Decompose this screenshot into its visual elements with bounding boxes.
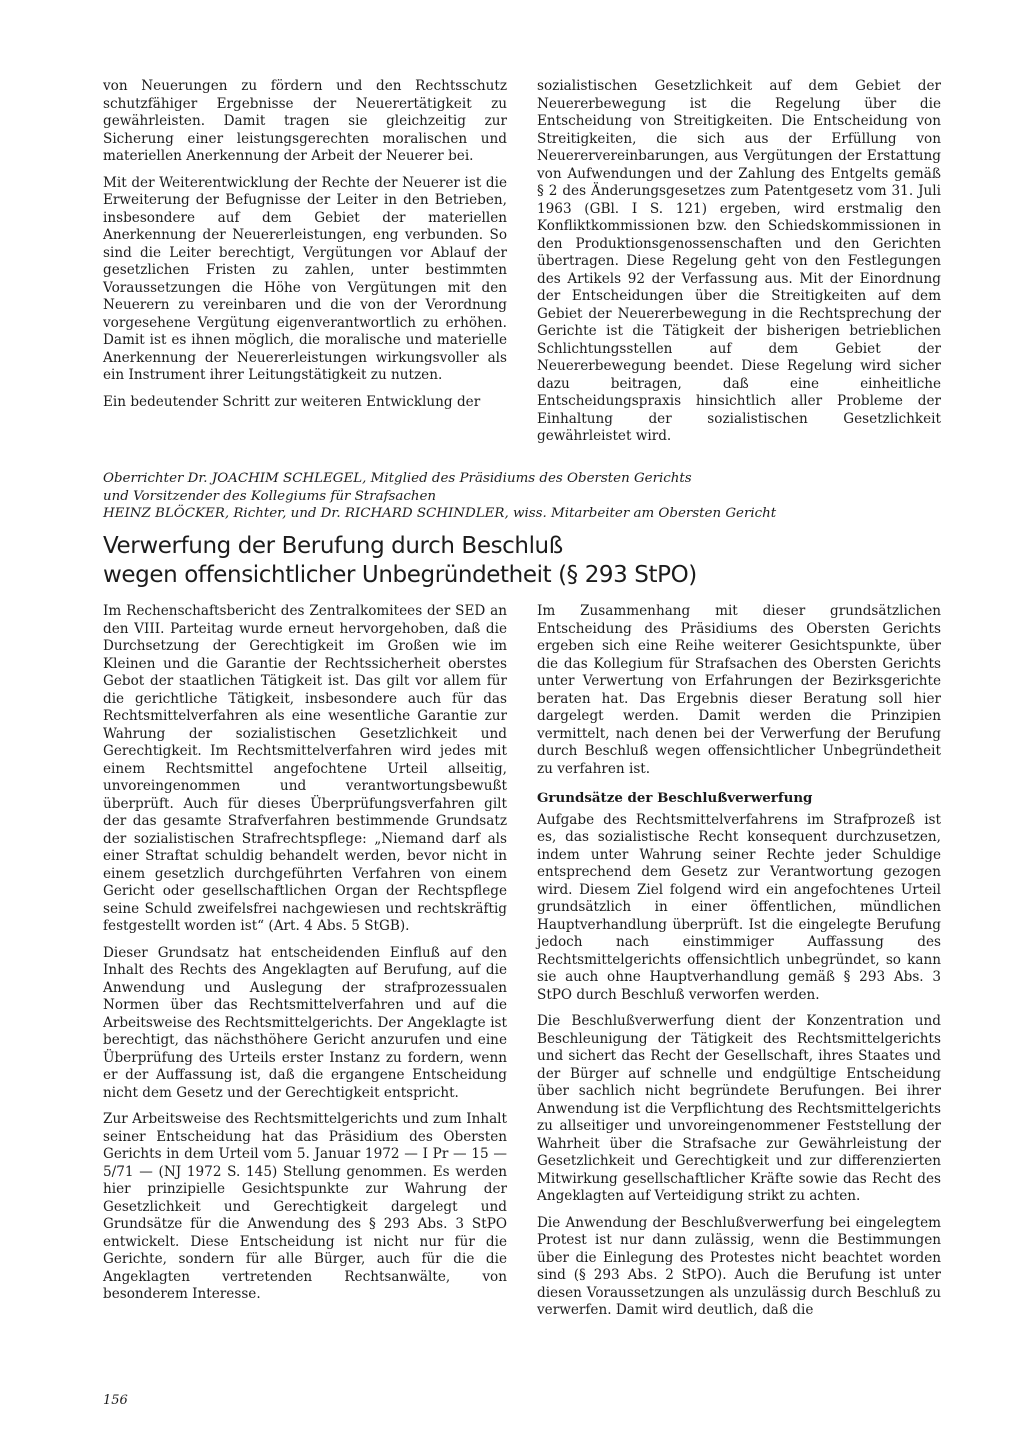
column-bottom-right [537,603,941,1320]
author-line: HEINZ BLÖCKER, Richter, und Dr. RICHARD SCHINDLER, wiss. Mitarbeiter am Obersten Gericht [103,506,777,521]
section-heading: Grundsätze der Beschlußverwerfung [537,790,813,806]
article-title-line: Verwerfung der Berufung durch Beschluß [103,533,563,559]
paragraph: Dieser Grundsatz hat entscheidenden Einfluß auf den Inhalt des Rechts des Angeklagten auf Berufung, auf die Anwendung und Auslegung der strafprozessualen Normen über das Rechtsmittelverfahren und auf die Arbeitsweise des Rechtsmittelgerichts. Der Angeklagte ist berechtigt, das nächsthöhere Gericht anzurufen und eine Überprüfung des Urteils erster Instanz zu fordern, wenn er der Auffassung ist, daß die ergangene Entscheidung nicht dem Gesetz und der Gerechtigkeit entspricht. [103,944,507,1101]
column-top-left [103,78,507,411]
paragraph: sozialistischen Gesetzlichkeit auf dem Gebiet der Neuererbewegung ist die Regelung über die Entscheidung von Streitigkeiten. Die Entscheidung von Streitigkeiten, die sich aus der Erfüllung von Neuerervereinbarungen, aus Vergütungen der Erstattung von Aufwendungen und der Zahlung des Entgelts gemäß § 2 des Änderungsgesetzes zum Patentgesetz vom 31. Juli 1963 (GBl. I S. 121) ergeben, wird erstmalig den Konfliktkommissionen bzw. den Schiedskommissionen in den Produktionsgenossenschaften und den Gerichten übertragen. Diese Regelung geht von den Festlegungen des Artikels 92 der Verfassung aus. Mit der Einordnung der Entscheidungen über die Streitigkeiten auf dem Gebiet der Neuererbewegung in die Rechtsprechung der Gerichte ist die Tätigkeit der bisherigen betrieblichen Schlichtungsstellen auf dem Gebiet der Neuererbewegung beendet. Diese Regelung wird sicher dazu beitragen, daß eine einheitliche Entscheidungspraxis hinsichtlich aller Probleme der Einhaltung der sozialistischen Gesetzlichkeit gewährleistet wird. [537,78,941,444]
column-bottom-left [103,603,507,1304]
author-byline [103,470,943,523]
column-top-right [537,78,941,446]
paragraph: Im Rechenschaftsbericht des Zentralkomitees der SED an den VIII. Parteitag wurde erneut hervorgehoben, daß die Durchsetzung der Gerechtigkeit im Großen wie im Kleinen und die Garantie der Rechtssicherheit oberstes Gebot der staatlichen Tätigkeit ist. Das gilt vor allem für die gerichtliche Tätigkeit, insbesondere auch für das Rechtsmittelverfahren als eine wesentliche Garantie zur Wahrung der sozialistischen Gesetzlichkeit und Gerechtigkeit. Im Rechtsmittelverfahren wird jedes mit einem Rechtsmittel angefochtene Urteil allseitig, unvoreingenommen und verantwortungsbewußt überprüft. Auch für dieses Überprüfungsverfahren gilt der das gesamte Strafverfahren bestimmende Grundsatz der sozialistischen Strafrechtspflege: „Niemand darf als einer Straftat schuldig behandelt werden, bevor nicht in einem gesetzlich durchgeführten Verfahren von einem Gericht oder gesellschaftlichen Organ der Rechtspflege seine Schuld zweifelsfrei nachgewiesen und rechtskräftig festgestellt worden ist“ (Art. 4 Abs. 5 StGB). [103,603,507,934]
paragraph: Im Zusammenhang mit dieser grundsätzlichen Entscheidung des Präsidiums des Obersten Gerichts ergeben sich eine Reihe weiterer Gesichtspunkte, über die das Kollegium für Strafsachen des Obersten Gerichts unter Verwertung von Erfahrungen der Bezirksgerichte beraten hat. Das Ergebnis dieser Beratung soll hier dargelegt werden. Damit werden die Prinzipien vermittelt, nach denen bei der Verwerfung der Berufung durch Beschluß wegen offensichtlicher Unbegründetheit zu verfahren ist. [537,603,941,777]
paragraph: Zur Arbeitsweise des Rechtsmittelgerichts und zum Inhalt seiner Entscheidung hat das Präsidium des Obersten Gerichts in dem Urteil vom 5. Januar 1972 — I Pr — 15 — 5/71 — (NJ 1972 S. 145) Stellung genommen. Es werden hier prinzipielle Gesichtspunkte zur Wahrung der Gesetzlichkeit und Gerechtigkeit dargelegt und Grundsätze für die Anwendung des § 293 Abs. 3 StPO entwickelt. Diese Entscheidung ist nicht nur für die Gerichte, sondern für alle Bürger, auch für die die Angeklagten vertretenden Rechtsanwälte, von besonderem Interesse. [103,1111,507,1302]
article-title [103,532,943,590]
paragraph: Die Beschlußverwerfung dient der Konzentration und Beschleunigung der Tätigkeit des Rechtsmittelgerichts und sichert das Recht der Gesellschaft, ihres Staates und der Bürger auf schnelle und endgültige Entscheidung über sachlich nicht begründete Berufungen. Bei ihrer Anwendung ist die Verpflichtung des Rechtsmittelgerichts zu allseitiger und unvoreingenommener Feststellung der Wahrheit über die Strafsache zur Gewährleistung der Gesetzlichkeit und Gerechtigkeit und zur differenzierten Mitwirkung gesellschaftlicher Kräfte sowie das Recht des Angeklagten auf Verteidigung strikt zu achten. [537,1013,941,1204]
paragraph: Die Anwendung der Beschlußverwerfung bei eingelegtem Protest ist nur dann zulässig, wenn die Bestimmungen über die Einlegung des Protestes nicht beachtet worden sind (§ 293 Abs. 2 StPO). Auch die Berufung ist unter diesen Voraussetzungen als unzulässig durch Beschluß zu verwerfen. Damit wird deutlich, daß die [537,1214,941,1318]
paragraph: von Neuerungen zu fördern und den Rechtsschutz schutzfähiger Ergebnisse der Neuerertätigkeit zu gewährleisten. Damit tragen sie gleichzeitig zur Sicherung einer leistungsgerechten moralischen und materiellen Anerkennung der Arbeit der Neuerer bei. [103,78,507,164]
author-line: Oberrichter Dr. JOACHIM SCHLEGEL, Mitglied des Präsidiums des Obersten Gerichts [103,471,692,486]
article-title-line: wegen offensichtlicher Unbegründetheit (§ 293 StPO) [103,562,697,588]
paragraph: Aufgabe des Rechtsmittelverfahrens im Strafprozeß ist es, das sozialistische Recht konsequent durchzusetzen, indem unter Wahrung seiner Rechte jeder Schuldige entsprechend dem Gesetz zur Verantwortung gezogen wird. Diesem Ziel folgend wird ein angefochtenes Urteil grundsätzlich in einer öffentlichen, mündlichen Hauptverhandlung überprüft. Ist die eingelegte Berufung jedoch nach einstimmiger Auffassung des Rechtsmittelgerichts offensichtlich unbegründet, so kann sie auch ohne Hauptverhandlung gemäß § 293 Abs. 3 StPO durch Beschluß verworfen werden. [537,811,941,1003]
paragraph: Ein bedeutender Schritt zur weiteren Entwicklung der [103,393,481,410]
paragraph: Mit der Weiterentwicklung der Rechte der Neuerer ist die Erweiterung der Befugnisse der Leiter in den Betrieben, insbesondere auf dem Gebiet der materiellen Anerkennung der Neuererleistungen, eng verbunden. So sind die Leiter berechtigt, Vergütungen vor Ablauf der gesetzlichen Fristen zu zahlen, unter bestimmten Voraussetzungen die Höhe von Vergütungen mit den Neuerern zu vereinbaren und die von der Verordnung vorgesehene Vergütung eigenverantwortlich zu erhöhen. Damit ist es ihnen möglich, die moralische und materielle Anerkennung der Neuererleistungen wirkungsvoller als ein Instrument ihrer Leitungstätigkeit zu nutzen. [103,174,507,383]
author-line: und Vorsitzender des Kollegiums für Strafsachen [103,488,437,504]
page-number: 156 [103,1393,128,1408]
